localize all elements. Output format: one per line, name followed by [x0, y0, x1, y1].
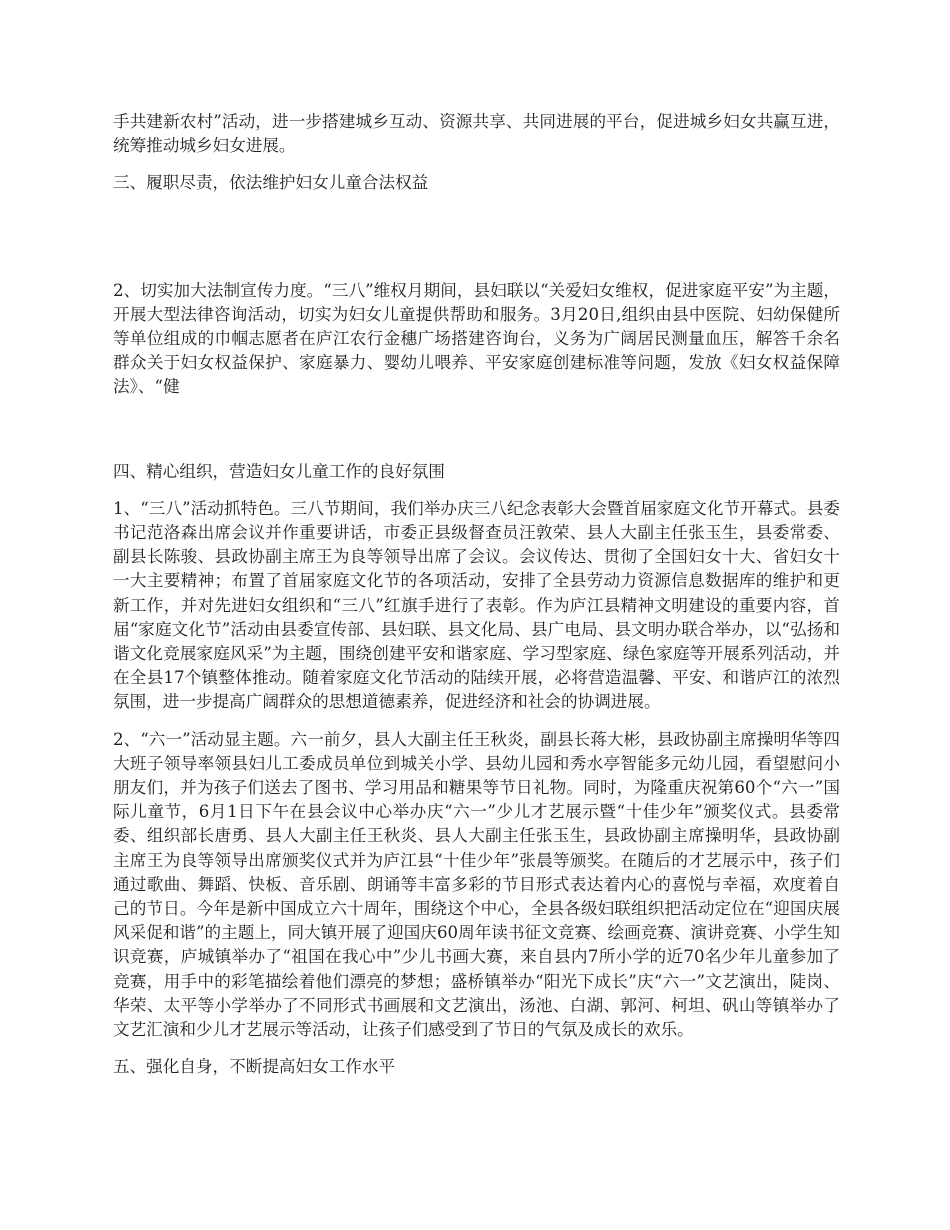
- section-heading-5: 五、强化自身，不断提高妇女工作水平: [113, 1057, 396, 1077]
- document-body: [113, 110, 840, 1080]
- paragraph-rural-collaboration: 手共建新农村”活动，进一步搭建城乡互动、资源共享、共同进展的平台，促进城乡妇女共赢互进，统筹推动城乡妇女进展。: [113, 112, 840, 156]
- section-heading-3: 三、履职尽责，依法维护妇女儿童合法权益: [113, 173, 429, 193]
- section-heading-4: 四、精心组织，营造妇女儿童工作的良好氛围: [113, 461, 445, 481]
- paragraph-legal-publicity: 2、切实加大法制宣传力度。“三八”维权月期间，县妇联以“关爱妇女维权，促进家庭平安”为主题，开展大型法律咨询活动，切实为妇女儿童提供帮助和服务。3月20日,组织由县中医院、妇幼保健所等单位组成的巾帼志愿者在庐江农行金穗广场搭建咨询台，义务为广阔居民测量血压，解答千余名群众关于妇女权益保护、家庭暴力、婴幼儿喂养、平安家庭创建标准等问题，发放《妇女权益保障法》、“健: [113, 280, 840, 397]
- paragraph-june-1-activities: 2、“六一”活动显主题。六一前夕，县人大副主任王秋炎，副县长蒋大彬，县政协副主席操明华等四大班子领导率领县妇儿工委成员单位到城关小学、县幼儿园和秀水亭智能多元幼儿园，看望慰问小朋友们，并为孩子们送去了图书、学习用品和糖果等节日礼物。同时，为隆重庆祝第60个“六一”国际儿童节，6月1日下午在县会议中心举办庆“六一”少儿才艺展示暨“十佳少年”颁奖仪式。县委常委、组织部长唐勇、县人大副主任王秋炎、县人大副主任张玉生，县政协副主席操明华，县政协副主席王为良等领导出席颁奖仪式并为庐江县“十佳少年”张晨等颁奖。在随后的才艺展示中，孩子们通过歌曲、舞蹈、快板、音乐剧、朗诵等丰富多彩的节目形式表达着内心的喜悦与幸福，欢度着自己的节日。今年是新中国成立六十周年，围绕这个中心，全县各级妇联组织把活动定位在“迎国庆展风采促和谐”的主题上，同大镇开展了迎国庆60周年读书征文竞赛、绘画竞赛、演讲竞赛、小学生知识竞赛，庐城镇举办了“祖国在我心中”少儿书画大赛，来自县内7所小学的近70名少年儿童参加了竞赛，用手中的彩笔描绘着他们漂亮的梦想；盛桥镇举办“阳光下成长”庆“六一”文艺演出，陡岗、华荣、太平等小学举办了不同形式书画展和文艺演出，汤池、白湖、郭河、柯坦、矾山等镇举办了文艺汇演和少儿才艺展示等活动，让孩子们感受到了节日的气氛及成长的欢乐。: [113, 729, 840, 1040]
- paragraph-march-8-activities: 1、“三八”活动抓特色。三八节期间，我们举办庆三八纪念表彰大会暨首届家庭文化节开幕式。县委书记范洛森出席会议并作重要讲话，市委正县级督查员汪敦荣、县人大副主任张玉生，县委常委、副县长陈骏、县政协副主席王为良等领导出席了会议。会议传达、贯彻了全国妇女十大、省妇女十一大主要精神；布置了首届家庭文化节的各项活动，安排了全县劳动力资源信息数据库的维护和更新工作，并对先进妇女组织和“三八”红旗手进行了表彰。作为庐江县精神文明建设的重要内容，首届“家庭文化节”活动由县委宣传部、县妇联、县文化局、县广电局、县文明办联合举办，以“弘扬和谐文化竞展家庭风采”为主题，围绕创建平安和谐家庭、学习型家庭、绿色家庭等开展系列活动，并在全县17个镇整体推动。随着家庭文化节活动的陆续开展，必将营造温馨、平安、和谐庐江的浓烈氛围，进一步提高广阔群众的思想道德素养，促进经济和社会的协调进展。: [113, 498, 840, 712]
